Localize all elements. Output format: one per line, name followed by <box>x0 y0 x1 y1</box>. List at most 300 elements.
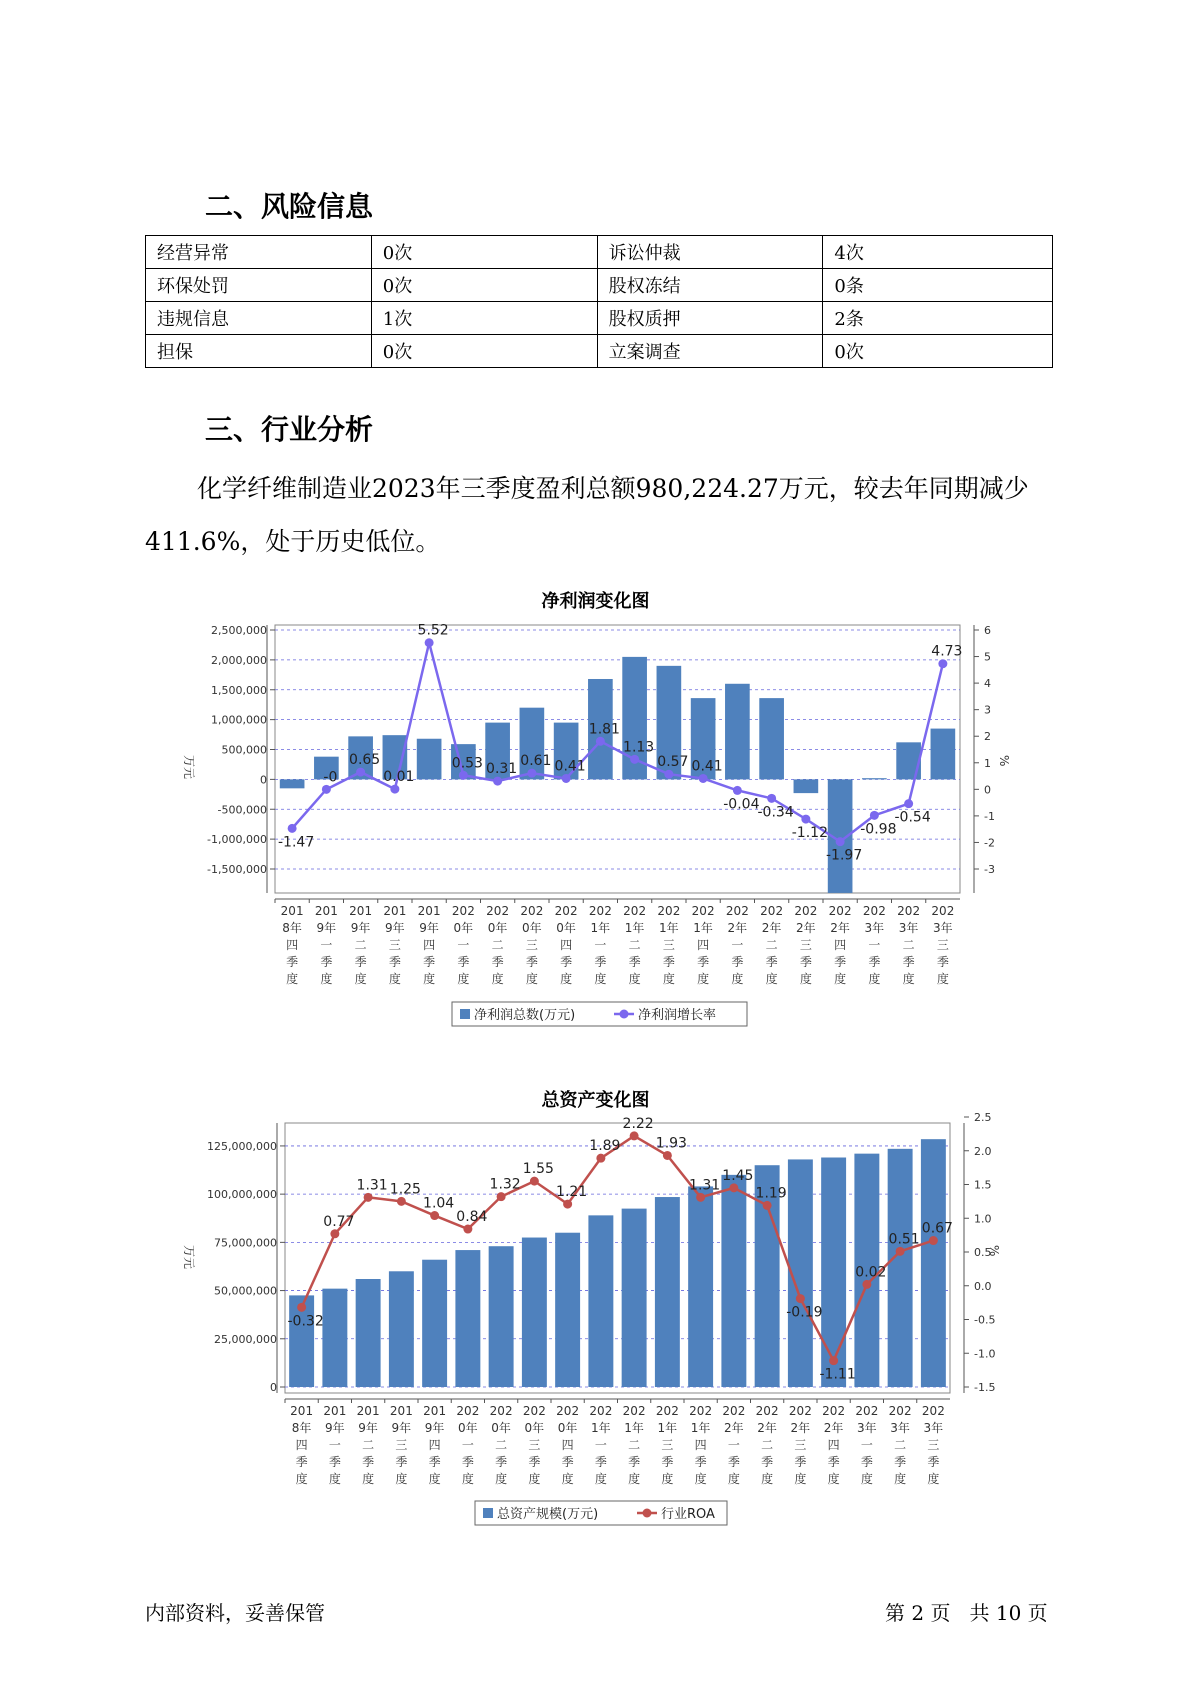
x-tick-label: 度 <box>423 972 436 986</box>
line-point <box>463 1225 472 1234</box>
x-tick-label: 1年 <box>624 1421 644 1435</box>
data-label: 1.45 <box>722 1167 754 1184</box>
x-tick-label: 度 <box>827 1472 840 1486</box>
legend-line-label: 净利润增长率 <box>638 1008 717 1023</box>
net-profit-chart <box>0 615 1191 1075</box>
x-tick-label: 202 <box>588 904 612 918</box>
x-tick-label: 2年 <box>761 921 782 935</box>
x-tick-label: 二 <box>354 938 367 952</box>
x-tick-label: 度 <box>320 972 333 986</box>
risk-item-value: 2条 <box>823 302 1053 335</box>
risk-row <box>146 269 1053 302</box>
data-label: -0 <box>323 769 338 786</box>
x-tick-label: 四 <box>694 1438 707 1452</box>
x-tick-label: 202 <box>655 1404 679 1418</box>
x-tick-label: 一 <box>868 938 881 952</box>
y2-tick-label: 1.5 <box>974 1178 992 1192</box>
line-point <box>767 794 776 803</box>
x-tick-label: 度 <box>491 972 504 986</box>
x-tick-label: 202 <box>554 904 578 918</box>
x-tick-label: 9年 <box>391 1421 412 1435</box>
line-point <box>596 737 605 746</box>
x-tick-label: 季 <box>894 1455 907 1469</box>
risk-item-label: 经营异常 <box>146 236 372 269</box>
risk-item-value: 0次 <box>371 335 597 368</box>
x-tick-label: 202 <box>760 904 784 918</box>
section-title-industry: 三、行业分析 <box>205 413 374 446</box>
x-tick-label: 一 <box>320 938 333 952</box>
x-tick-label: 季 <box>461 1455 474 1469</box>
bar <box>921 1139 946 1387</box>
x-tick-label: 度 <box>834 972 847 986</box>
data-label: 1.81 <box>588 721 620 738</box>
x-tick-label: 202 <box>921 1404 945 1418</box>
x-tick-label: 9年 <box>424 1421 445 1435</box>
bar <box>356 1279 381 1387</box>
x-tick-label: 9年 <box>419 921 439 935</box>
x-tick-label: 度 <box>662 972 675 986</box>
x-tick-label: 202 <box>828 904 852 918</box>
line-point <box>696 1193 705 1202</box>
data-label: 0.41 <box>554 758 586 775</box>
x-tick-label: 202 <box>456 1404 480 1418</box>
x-tick-label: 季 <box>525 955 538 969</box>
x-tick-label: 0年 <box>524 1421 545 1435</box>
y2-tick-label: 2.5 <box>974 1111 992 1124</box>
x-tick-label: 8年 <box>291 1421 312 1435</box>
x-tick-label: 度 <box>661 1472 674 1486</box>
data-label: 1.21 <box>556 1184 588 1201</box>
bar <box>555 1233 580 1387</box>
x-tick-label: 季 <box>727 1455 740 1469</box>
x-tick-label: 201 <box>356 1404 380 1418</box>
bar <box>759 698 784 779</box>
data-label: -0.04 <box>723 796 760 813</box>
line-point <box>397 1197 406 1206</box>
line-point <box>699 774 708 783</box>
legend-line-label: 行业ROA <box>661 1507 715 1522</box>
y2-axis-title: % <box>997 755 1011 767</box>
x-tick-label: 202 <box>486 904 510 918</box>
x-tick-label: 度 <box>328 1472 341 1486</box>
x-tick-label: 二 <box>765 938 778 952</box>
data-label: -1.11 <box>819 1366 856 1383</box>
x-tick-label: 一 <box>860 1438 873 1452</box>
x-tick-label: 季 <box>423 955 436 969</box>
data-label: 0.41 <box>691 758 723 775</box>
x-tick-label: 三 <box>794 1438 807 1452</box>
x-tick-label: 0年 <box>458 1421 478 1435</box>
data-label: -0.19 <box>786 1304 823 1321</box>
y2-axis-title: % <box>987 1245 1001 1257</box>
x-tick-label: 度 <box>525 972 538 986</box>
x-tick-label: 201 <box>314 904 338 918</box>
data-label: 0.61 <box>520 753 552 770</box>
x-tick-label: 季 <box>697 955 710 969</box>
x-tick-label: 度 <box>799 972 812 986</box>
line-point <box>330 1229 339 1238</box>
y-tick-label: 2,000,000 <box>211 653 267 667</box>
x-tick-label: 季 <box>661 1455 674 1469</box>
line-point <box>862 1280 871 1289</box>
x-tick-label: 1年 <box>659 921 679 935</box>
line-point <box>630 1131 639 1140</box>
x-tick-label: 202 <box>897 904 921 918</box>
bar <box>821 1158 846 1388</box>
y-tick-label: -1,000,000 <box>207 833 267 847</box>
legend-line-marker <box>620 1010 629 1019</box>
line-point <box>497 1192 506 1201</box>
x-tick-label: 季 <box>731 955 744 969</box>
y2-tick-label: 0 <box>984 783 991 797</box>
x-tick-label: 季 <box>362 1455 375 1469</box>
bar <box>655 1197 680 1387</box>
x-tick-label: 度 <box>628 972 641 986</box>
data-label: 5.52 <box>417 622 449 639</box>
y-tick-label: 0 <box>260 773 267 787</box>
x-tick-label: 度 <box>388 972 401 986</box>
x-tick-label: 季 <box>388 955 401 969</box>
data-label: 1.25 <box>389 1181 421 1198</box>
x-tick-label: 201 <box>290 1404 314 1418</box>
x-tick-label: 9年 <box>358 1421 378 1435</box>
x-tick-label: 季 <box>902 955 915 969</box>
x-tick-label: 202 <box>855 1404 879 1418</box>
x-tick-label: 四 <box>286 938 299 952</box>
bar <box>794 779 819 793</box>
line-point <box>356 768 365 777</box>
y2-tick-label: 1 <box>984 756 991 770</box>
x-tick-label: 四 <box>560 938 573 952</box>
risk-item-label: 股权质押 <box>597 302 823 335</box>
data-label: 0.84 <box>456 1209 488 1226</box>
x-tick-label: 四 <box>428 1438 441 1452</box>
risk-item-value: 0次 <box>371 236 597 269</box>
data-label: 1.31 <box>689 1177 721 1194</box>
data-label: 0.51 <box>888 1231 920 1248</box>
bar <box>280 779 305 788</box>
x-tick-label: 季 <box>868 955 881 969</box>
x-tick-label: 二 <box>491 938 504 952</box>
x-tick-label: 度 <box>694 1472 707 1486</box>
x-tick-label: 一 <box>594 1438 607 1452</box>
x-tick-label: 0年 <box>556 921 576 935</box>
x-tick-label: 度 <box>395 1472 408 1486</box>
risk-item-label: 股权冻结 <box>597 269 823 302</box>
plot-frame <box>285 1123 950 1393</box>
line-point <box>829 1356 838 1365</box>
x-tick-label: 季 <box>286 955 299 969</box>
line-point <box>929 1236 938 1245</box>
x-tick-label: 一 <box>457 938 470 952</box>
x-tick-label: 三 <box>528 1438 541 1452</box>
line-point <box>425 638 434 647</box>
line-point <box>364 1193 373 1202</box>
x-tick-label: 二 <box>628 1438 641 1452</box>
x-tick-label: 201 <box>349 904 373 918</box>
risk-item-value: 0次 <box>371 269 597 302</box>
page-number: 第 2 页 共 10 页 <box>885 1601 1048 1625</box>
data-label: 4.73 <box>931 643 963 660</box>
x-tick-label: 2年 <box>724 1421 744 1435</box>
x-tick-label: 9年 <box>350 921 371 935</box>
x-tick-label: 3年 <box>890 1421 910 1435</box>
y2-tick-label: 2.0 <box>974 1144 992 1158</box>
x-tick-label: 度 <box>461 1472 474 1486</box>
x-tick-label: 季 <box>628 955 641 969</box>
line-point <box>630 755 639 764</box>
x-tick-label: 三 <box>661 1438 674 1452</box>
x-tick-label: 1年 <box>657 1421 678 1435</box>
x-tick-label: 1年 <box>690 1421 711 1435</box>
y2-tick-label: 4 <box>984 677 991 691</box>
x-tick-label: 201 <box>280 904 304 918</box>
y-axis-title: 万元 <box>182 755 196 780</box>
line-point <box>938 659 947 668</box>
x-tick-label: 202 <box>489 1404 513 1418</box>
line-point <box>530 1177 539 1186</box>
x-tick-label: 季 <box>761 1455 774 1469</box>
x-tick-label: 202 <box>623 904 647 918</box>
x-tick-label: 202 <box>520 904 544 918</box>
x-tick-label: 2年 <box>830 921 850 935</box>
bar <box>522 1238 547 1387</box>
x-tick-label: 一 <box>731 938 744 952</box>
x-tick-label: 三 <box>799 938 812 952</box>
x-tick-label: 度 <box>628 1472 641 1486</box>
x-tick-label: 2年 <box>796 921 816 935</box>
bar <box>862 778 887 779</box>
x-tick-label: 度 <box>894 1472 907 1486</box>
data-label: 0.01 <box>383 769 415 786</box>
line-point <box>870 811 879 820</box>
x-tick-label: 度 <box>765 972 778 986</box>
x-tick-label: 季 <box>799 955 812 969</box>
x-tick-label: 一 <box>594 938 607 952</box>
x-tick-label: 季 <box>395 1455 408 1469</box>
x-tick-label: 3年 <box>933 921 953 935</box>
x-tick-label: 度 <box>528 1472 541 1486</box>
x-tick-label: 2年 <box>790 1421 811 1435</box>
x-tick-label: 202 <box>931 904 955 918</box>
line-point <box>733 786 742 795</box>
x-tick-label: 季 <box>561 1455 574 1469</box>
data-label: 1.55 <box>522 1161 554 1178</box>
x-tick-label: 度 <box>936 972 949 986</box>
line-point <box>763 1201 772 1210</box>
x-tick-label: 2年 <box>727 921 748 935</box>
x-tick-label: 度 <box>495 1472 508 1486</box>
line-point <box>459 771 468 780</box>
section-title-risk: 二、风险信息 <box>205 190 374 223</box>
x-tick-label: 季 <box>495 1455 508 1469</box>
y2-tick-label: -1 <box>984 809 995 823</box>
x-tick-label: 201 <box>389 1404 413 1418</box>
data-label: -0.54 <box>894 809 931 826</box>
x-tick-label: 度 <box>295 1472 308 1486</box>
y2-tick-label: 0.5 <box>974 1246 992 1259</box>
line-point <box>297 1303 306 1312</box>
data-label: 0.02 <box>855 1264 887 1281</box>
x-tick-label: 四 <box>295 1438 308 1452</box>
x-tick-label: 季 <box>428 1455 441 1469</box>
legend-bar-label: 总资产规模(万元) <box>497 1507 599 1522</box>
risk-item-label: 违规信息 <box>146 302 372 335</box>
x-tick-label: 1年 <box>624 921 645 935</box>
line-point <box>430 1211 439 1220</box>
y-axis-title: 万元 <box>182 1245 196 1270</box>
x-tick-label: 202 <box>755 1404 779 1418</box>
risk-item-value: 1次 <box>371 302 597 335</box>
x-tick-label: 三 <box>525 938 538 952</box>
x-tick-label: 0年 <box>453 921 474 935</box>
data-label: 1.19 <box>755 1185 787 1202</box>
legend-line-marker <box>643 1509 652 1518</box>
y-tick-label: 500,000 <box>221 743 267 757</box>
legend-bar-swatch <box>460 1009 470 1019</box>
data-label: -0.98 <box>860 821 897 838</box>
data-label: 0.77 <box>323 1213 355 1230</box>
x-tick-label: 三 <box>395 1438 408 1452</box>
risk-item-label: 诉讼仲裁 <box>597 236 823 269</box>
x-tick-label: 三 <box>936 938 949 952</box>
bar <box>622 1209 647 1387</box>
x-tick-label: 季 <box>594 955 607 969</box>
line-point <box>663 1151 672 1160</box>
x-tick-label: 2年 <box>757 1421 777 1435</box>
y-tick-label: 1,000,000 <box>211 713 267 727</box>
x-tick-label: 季 <box>765 955 778 969</box>
x-tick-label: 202 <box>689 1404 713 1418</box>
risk-item-value: 4次 <box>823 236 1053 269</box>
chart-title-net-profit: 净利润变化图 <box>541 591 650 612</box>
x-tick-label: 9年 <box>325 1421 345 1435</box>
y2-tick-label: -2 <box>984 836 995 850</box>
y2-tick-label: 5 <box>984 650 991 664</box>
x-tick-label: 度 <box>457 972 470 986</box>
x-tick-label: 202 <box>822 1404 846 1418</box>
x-tick-label: 度 <box>761 1472 774 1486</box>
data-label: 0.67 <box>921 1220 953 1237</box>
bar <box>489 1246 514 1387</box>
x-tick-label: 季 <box>594 1455 607 1469</box>
x-tick-label: 201 <box>383 904 407 918</box>
data-label: -1.47 <box>278 834 315 851</box>
y-tick-label: -500,000 <box>217 803 267 817</box>
x-tick-label: 度 <box>902 972 915 986</box>
x-tick-label: 二 <box>902 938 915 952</box>
legend-bar-swatch <box>483 1508 493 1518</box>
y2-tick-label: -0.5 <box>974 1313 996 1327</box>
x-tick-label: 季 <box>794 1455 807 1469</box>
x-tick-label: 度 <box>794 1472 807 1486</box>
x-tick-label: 四 <box>827 1438 840 1452</box>
x-tick-label: 0年 <box>557 1421 578 1435</box>
line-point <box>493 777 502 786</box>
y-tick-label: 25,000,000 <box>214 1332 277 1346</box>
data-label: 0.31 <box>486 761 518 778</box>
bar <box>888 1149 913 1387</box>
x-tick-label: 度 <box>868 972 881 986</box>
x-tick-label: 季 <box>628 1455 641 1469</box>
x-tick-label: 季 <box>295 1455 308 1469</box>
x-tick-label: 202 <box>888 1404 912 1418</box>
data-label: 1.04 <box>423 1195 455 1212</box>
x-tick-label: 9年 <box>385 921 405 935</box>
bar <box>931 729 956 780</box>
x-tick-label: 季 <box>662 955 675 969</box>
data-label: -0.34 <box>757 804 794 821</box>
x-tick-label: 201 <box>423 1404 447 1418</box>
line-point <box>596 1154 605 1163</box>
line-point <box>836 837 845 846</box>
x-tick-label: 季 <box>528 1455 541 1469</box>
x-tick-label: 三 <box>388 938 401 952</box>
x-tick-label: 季 <box>328 1455 341 1469</box>
line-point <box>390 785 399 794</box>
y2-tick-label: -3 <box>984 863 995 876</box>
bar <box>322 1289 347 1387</box>
total-assets-chart <box>0 1111 1191 1585</box>
x-tick-label: 202 <box>657 904 681 918</box>
x-tick-label: 202 <box>589 1404 613 1418</box>
y2-tick-label: 3 <box>984 703 991 717</box>
x-tick-label: 202 <box>722 1404 746 1418</box>
x-tick-label: 2年 <box>823 1421 844 1435</box>
x-tick-label: 度 <box>731 972 744 986</box>
x-tick-label: 度 <box>428 1472 441 1486</box>
x-tick-label: 二 <box>894 1438 907 1452</box>
risk-row <box>146 335 1053 368</box>
bar <box>422 1260 447 1387</box>
y2-tick-label: 2 <box>984 730 991 744</box>
chart-title-total-assets: 总资产变化图 <box>541 1090 650 1111</box>
bar <box>896 742 921 779</box>
risk-item-label: 担保 <box>146 335 372 368</box>
y2-tick-label: -1.0 <box>974 1347 996 1361</box>
x-tick-label: 季 <box>827 1455 840 1469</box>
y-tick-label: 50,000,000 <box>214 1284 277 1298</box>
line-point <box>801 815 810 824</box>
x-tick-label: 202 <box>788 1404 812 1418</box>
x-tick-label: 四 <box>423 938 436 952</box>
x-tick-label: 9年 <box>316 921 337 935</box>
x-tick-label: 202 <box>862 904 886 918</box>
line-point <box>563 1200 572 1209</box>
x-tick-label: 0年 <box>491 1421 511 1435</box>
x-tick-label: 三 <box>662 938 675 952</box>
line-point <box>288 824 297 833</box>
x-tick-label: 季 <box>694 1455 707 1469</box>
x-tick-label: 季 <box>354 955 367 969</box>
y-tick-label: -1,500,000 <box>207 863 267 876</box>
x-tick-label: 3年 <box>857 1421 877 1435</box>
data-label: 0.53 <box>451 755 483 772</box>
x-tick-label: 季 <box>860 1455 873 1469</box>
x-tick-label: 202 <box>522 1404 546 1418</box>
line-point <box>796 1294 805 1303</box>
data-label: 0.57 <box>657 754 689 771</box>
risk-table <box>145 235 1053 368</box>
x-tick-label: 二 <box>362 1438 375 1452</box>
line-point <box>904 799 913 808</box>
bar <box>389 1271 414 1387</box>
x-tick-label: 度 <box>561 1472 574 1486</box>
x-tick-label: 202 <box>725 904 749 918</box>
data-label: 1.13 <box>623 739 655 756</box>
x-tick-label: 202 <box>556 1404 580 1418</box>
y-tick-label: 1,500,000 <box>211 683 267 697</box>
